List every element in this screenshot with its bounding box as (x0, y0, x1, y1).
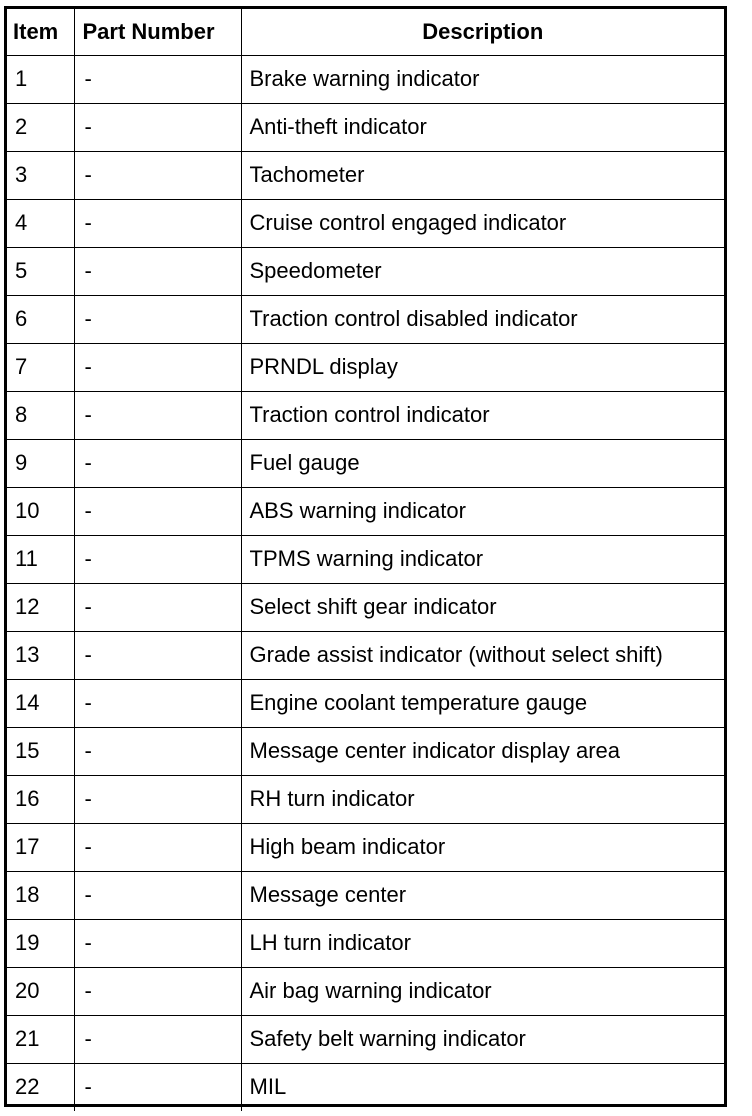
table-row (7, 823, 724, 871)
cell-description: RH turn indicator (241, 775, 724, 823)
cell-description: Speedometer (241, 247, 724, 295)
cell-description: Engine coolant temperature gauge (241, 679, 724, 727)
cell-part-number: - (74, 1063, 241, 1111)
cell-item: 16 (7, 775, 74, 823)
column-header-description: Description (241, 9, 724, 55)
column-header-item: Item (7, 9, 74, 55)
cell-description: Traction control indicator (241, 391, 724, 439)
cell-item: 15 (7, 727, 74, 775)
cell-description: MIL (241, 1063, 724, 1111)
table-row (7, 631, 724, 679)
parts-table-frame (4, 6, 727, 1107)
cell-description: Message center indicator display area (241, 727, 724, 775)
table-row (7, 151, 724, 199)
cell-description: PRNDL display (241, 343, 724, 391)
table-row (7, 1015, 724, 1063)
cell-part-number: - (74, 583, 241, 631)
cell-item: 4 (7, 199, 74, 247)
table-row (7, 727, 724, 775)
cell-part-number: - (74, 55, 241, 103)
table-row (7, 583, 724, 631)
cell-part-number: - (74, 871, 241, 919)
table-header (7, 9, 724, 55)
table-body (7, 55, 724, 1111)
cell-description: Air bag warning indicator (241, 967, 724, 1015)
cell-part-number: - (74, 151, 241, 199)
cell-item: 17 (7, 823, 74, 871)
cell-item: 2 (7, 103, 74, 151)
cell-part-number: - (74, 295, 241, 343)
cell-part-number: - (74, 967, 241, 1015)
table-row (7, 103, 724, 151)
cell-part-number: - (74, 391, 241, 439)
cell-part-number: - (74, 775, 241, 823)
cell-part-number: - (74, 247, 241, 295)
cell-description: Grade assist indicator (without select shift) (241, 631, 724, 679)
cell-description: ABS warning indicator (241, 487, 724, 535)
cell-description: Traction control disabled indicator (241, 295, 724, 343)
cell-part-number: - (74, 919, 241, 967)
cell-item: 12 (7, 583, 74, 631)
cell-item: 5 (7, 247, 74, 295)
cell-item: 1 (7, 55, 74, 103)
table-row (7, 919, 724, 967)
table-row (7, 967, 724, 1015)
cell-description: Fuel gauge (241, 439, 724, 487)
cell-part-number: - (74, 535, 241, 583)
cell-part-number: - (74, 679, 241, 727)
cell-part-number: - (74, 343, 241, 391)
table-row (7, 295, 724, 343)
table-row (7, 55, 724, 103)
cell-part-number: - (74, 631, 241, 679)
parts-table (7, 9, 724, 1111)
cell-item: 6 (7, 295, 74, 343)
cell-item: 3 (7, 151, 74, 199)
table-row (7, 535, 724, 583)
cell-description: Brake warning indicator (241, 55, 724, 103)
cell-description: High beam indicator (241, 823, 724, 871)
table-row (7, 1063, 724, 1111)
table-row (7, 199, 724, 247)
header-row (7, 9, 724, 55)
cell-description: Message center (241, 871, 724, 919)
table-row (7, 775, 724, 823)
cell-item: 13 (7, 631, 74, 679)
cell-part-number: - (74, 487, 241, 535)
cell-description: LH turn indicator (241, 919, 724, 967)
cell-part-number: - (74, 823, 241, 871)
cell-item: 21 (7, 1015, 74, 1063)
cell-item: 18 (7, 871, 74, 919)
cell-description: Safety belt warning indicator (241, 1015, 724, 1063)
table-row (7, 679, 724, 727)
cell-item: 9 (7, 439, 74, 487)
cell-item: 19 (7, 919, 74, 967)
cell-part-number: - (74, 199, 241, 247)
table-row (7, 871, 724, 919)
cell-part-number: - (74, 103, 241, 151)
cell-part-number: - (74, 439, 241, 487)
table-row (7, 439, 724, 487)
cell-description: Select shift gear indicator (241, 583, 724, 631)
cell-item: 22 (7, 1063, 74, 1111)
cell-description: TPMS warning indicator (241, 535, 724, 583)
column-header-part-number: Part Number (74, 9, 241, 55)
cell-description: Tachometer (241, 151, 724, 199)
table-row (7, 343, 724, 391)
cell-part-number: - (74, 1015, 241, 1063)
table-row (7, 487, 724, 535)
cell-item: 20 (7, 967, 74, 1015)
cell-item: 11 (7, 535, 74, 583)
cell-item: 7 (7, 343, 74, 391)
cell-item: 8 (7, 391, 74, 439)
cell-description: Anti-theft indicator (241, 103, 724, 151)
table-row (7, 247, 724, 295)
cell-item: 14 (7, 679, 74, 727)
cell-description: Cruise control engaged indicator (241, 199, 724, 247)
table-row (7, 391, 724, 439)
cell-part-number: - (74, 727, 241, 775)
cell-item: 10 (7, 487, 74, 535)
